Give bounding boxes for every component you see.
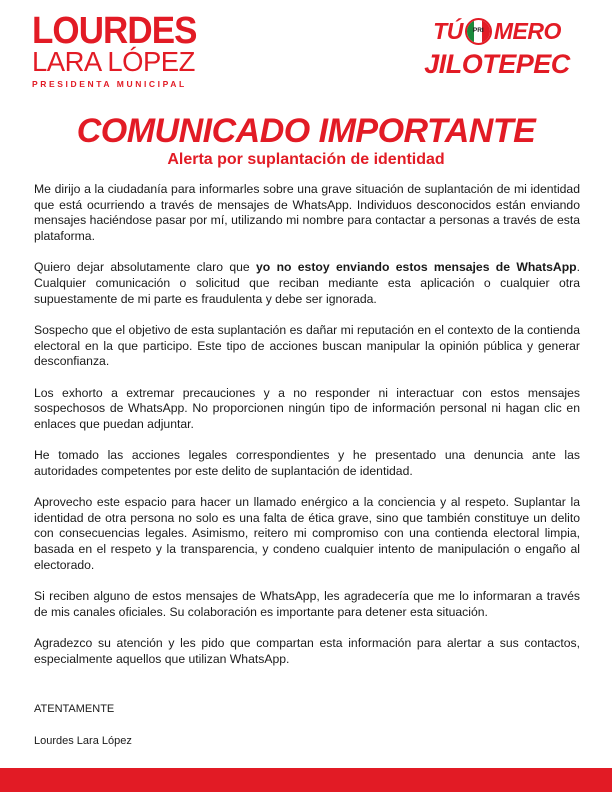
paragraph-1: Me dirijo a la ciudadanía para informarles sobre una grave situación de suplantación de mi identidad que está ocurriendo a través de mensajes de WhatsApp. Individuos desconocidos están enviando mensajes haciéndose pasar por mí, utilizando mi nombre para contactar a personas a través de esta plataforma. (34, 182, 580, 244)
page-title: COMUNICADO IMPORTANTE (76, 112, 536, 150)
paragraph-4: Los exhorto a extremar precauciones y a no responder ni interactuar con estos mensajes sospechosos de WhatsApp. No proporcionen ningún tipo de información personal ni hagan clic en enlaces que puedan adjuntar. (34, 385, 580, 431)
slogan-tu: TÚ (433, 18, 463, 44)
paragraph-8: Agradezco su atención y les pido que compartan esta información para alertar a sus contactos, especialmente aquellos que utilizan WhatsApp. (34, 635, 580, 666)
page-subtitle: Alerta por suplantación de identidad (167, 151, 445, 168)
pri-emblem-text: PRI (472, 27, 484, 34)
paragraph-2-rest: . Cualquier comunicación o solicitud que reciban mediante esta aplicación o cualquier otra supuestamente de mi parte es fraudulenta y debe ser ignorada. (34, 260, 580, 306)
candidate-logo (32, 10, 197, 90)
footer-bar (0, 768, 612, 792)
paragraph-2-emphasis: yo no estoy enviando estos mensajes de WhatsApp (256, 260, 577, 275)
slogan-mero: MERO (493, 18, 561, 44)
closing-salutation: ATENTAMENTE (34, 703, 115, 715)
signatory-name: Lourdes Lara López (34, 735, 132, 747)
tu-mero-slogan (412, 16, 582, 46)
logo-first-name: LOURDES (32, 10, 197, 52)
paragraph-2 (34, 260, 580, 307)
paragraph-2-intro: Quiero dejar absolutamente claro que (34, 260, 257, 275)
logo-last-name: LARA LÓPEZ (32, 46, 195, 77)
paragraph-7: Si reciben alguno de estos mensajes de WhatsApp, les agradecería que me lo informaran a través de mis canales oficiales. Su colaboración es importante para detener esta situación. (34, 589, 580, 619)
paragraph-6: Aprovecho este espacio para hacer un llamado enérgico a la conciencia y al respeto. Suplantar la identidad de otra persona no solo es una falta de ética grave, sino que también constituye un delito con consecuencias legales. Asimismo, reitero mi compromiso con una contienda electoral limpia, basada en el respeto y la transparencia, y condeno cualquier intento de manipulación o engaño al electorado. (34, 495, 580, 572)
pri-emblem-icon (465, 18, 492, 45)
statement-body (34, 182, 580, 683)
paragraph-3: Sospecho que el objetivo de esta suplantación es dañar mi reputación en el contexto de la contienda electoral en la que participo. Este tipo de acciones buscan manipular la opinión pública y generar desconfianza. (34, 322, 580, 369)
municipality-name: JILOTEPEC (424, 49, 570, 79)
header (0, 0, 612, 100)
campaign-logo (412, 16, 582, 79)
logo-position: PRESIDENTA MUNICIPAL (32, 79, 187, 89)
paragraph-5: He tomado las acciones legales correspondientes y he presentado una denuncia ante las autoridades competentes por este delito de suplantación de identidad. (34, 448, 580, 478)
